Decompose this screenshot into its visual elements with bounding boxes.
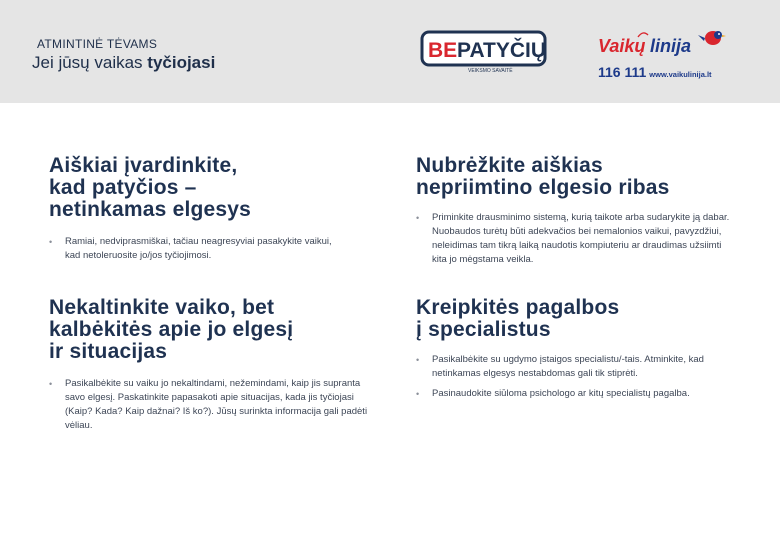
heading-line: Aiškiai įvardinkite,	[49, 154, 238, 177]
bullet-list	[416, 353, 736, 401]
heading-line: į specialistus	[416, 318, 551, 341]
heading-line: Nekaltinkite vaiko, bet	[49, 296, 275, 319]
bullet-list	[49, 235, 349, 263]
heading-line: nepriimtino elgesio ribas	[416, 176, 670, 199]
section-talk-about-behavior	[49, 297, 369, 439]
helpline-phone	[598, 64, 712, 80]
bird-icon	[698, 31, 726, 45]
section-heading	[49, 155, 349, 221]
vaiku-text: Vaikų	[598, 36, 646, 56]
bepatyciu-logo	[420, 29, 547, 75]
heading-line: ir situacijas	[49, 340, 168, 363]
bullet-item: • Pasikalbėkite su ugdymo įstaigos specialistu/-tais. Atminkite, kad netinkamas elgesys nestabdomas gali tik stiprėti.	[416, 353, 736, 381]
vaiku-linija-wordmark	[598, 26, 728, 62]
bullet-list	[416, 211, 736, 267]
page-title-bold: tyčiojasi	[147, 53, 216, 72]
section-set-boundaries	[416, 155, 736, 273]
bullet-item: • Pasinaudokite siūloma psichologo ar kitų specialistų pagalba.	[416, 387, 736, 401]
phone-number: 116 111	[598, 64, 647, 80]
section-heading	[416, 297, 736, 341]
kicker: ATMINTINĖ TĖVAMS	[37, 37, 158, 51]
helpline-url: www.vaikulinija.lt	[649, 70, 712, 79]
bullet-item: • Priminkite drausminimo sistemą, kurią taikote arba sudarykite ją dabar. Nuobaudos turėtų būti adekvačios bei nemalonios vaikui, pavyzdžiui, neleidimas tam tikrą laiką naudotis kompiuteriu ar draudimas užsiimti kita jo mėgstama veikla.	[416, 211, 736, 267]
linija-text: linija	[650, 36, 692, 56]
section-heading	[416, 155, 736, 199]
heading-line: Kreipkitės pagalbos	[416, 296, 620, 319]
page-title-plain: Jei jūsų vaikas	[32, 53, 148, 72]
section-heading	[49, 297, 369, 363]
heading-line: netinkamas elgesys	[49, 198, 252, 221]
vaiku-linija-logo	[598, 26, 728, 84]
heading-line: kad patyčios –	[49, 176, 197, 199]
heading-line: kalbėkitės apie jo elgesį	[49, 318, 294, 341]
page-title	[32, 53, 215, 73]
bullet-item: • Pasikalbėkite su vaiku jo nekaltindami, nežemindami, kaip jis supranta savo elgesį. Paskatinkite papasakoti apie situacijas, kada jis tyčiojasi (Kaip? Kada? Kaip dažnai? Iš ko?). Jūsų surinkta informacija gali padėti vėliau.	[49, 377, 369, 433]
section-name-the-behavior	[49, 155, 349, 269]
bepatyciu-be-text: BE	[428, 39, 458, 62]
bullet-item: • Ramiai, nedviprasmiškai, tačiau neagresyviai pasakykite vaikui, kad netoleruosite jo/jos tyčiojimosi.	[49, 235, 349, 263]
heading-line: Nubrėžkite aiškias	[416, 154, 603, 177]
bepatyciu-main-text: PATYČIŲ	[457, 39, 547, 62]
header-band	[0, 0, 780, 103]
bullet-list	[49, 377, 369, 433]
section-seek-specialists	[416, 297, 736, 407]
bepatyciu-tagline: VEIKSMO SAVAITĖ	[468, 68, 513, 74]
